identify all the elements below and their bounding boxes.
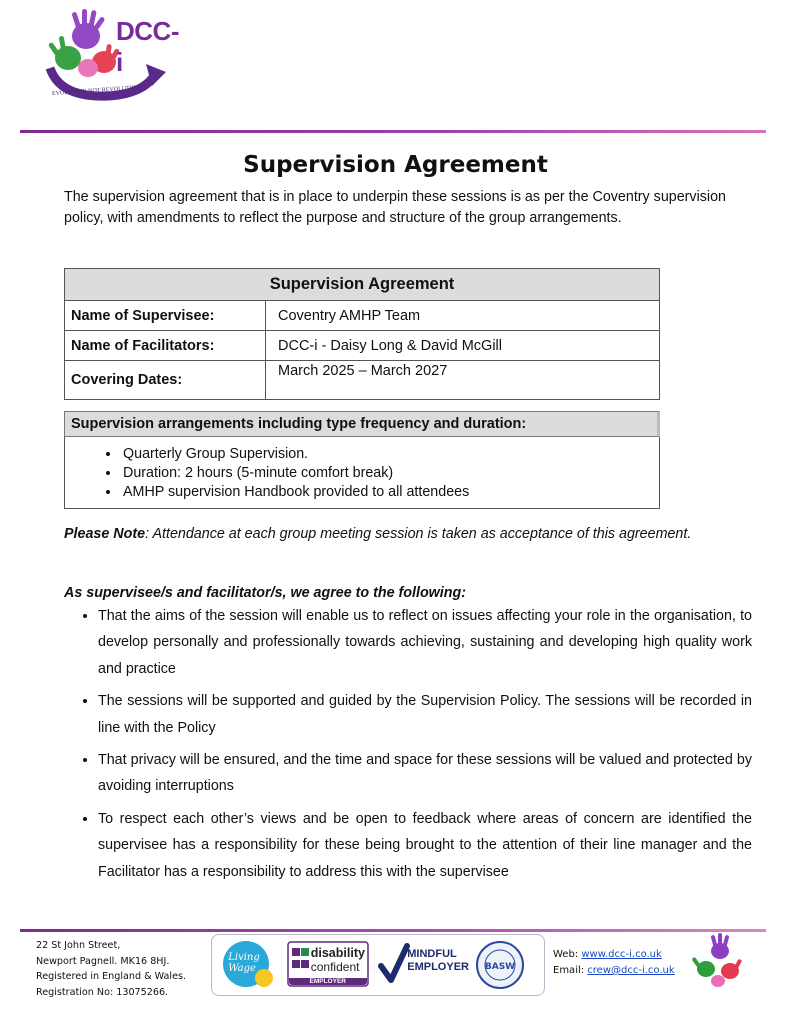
mindful-employer-text: EMPLOYER	[407, 961, 469, 973]
disability-confident-badge	[287, 940, 369, 990]
living-wage-badge	[220, 940, 278, 990]
table-row	[65, 331, 660, 361]
list-item: • To respect each other’s views and be open to feedback where areas of concern are identified the supervisee has a responsibility for these being brought to the attention of their line manager and the Facilitator has a responsibility to address this with the supervisee	[98, 806, 752, 885]
please-note-label: Please Note	[64, 526, 146, 542]
list-item: • Quarterly Group Supervision.	[121, 445, 659, 464]
supervisee-label: Name of Supervisee:	[65, 301, 266, 331]
please-note-text: : Attendance at each group meeting session is taken as acceptance of this agreement.	[145, 526, 692, 542]
address-line: Registered in England & Wales.	[36, 971, 187, 982]
logo-wordmark: DCC-i	[116, 16, 179, 77]
facilitators-label: Name of Facilitators:	[65, 331, 266, 361]
header-divider	[20, 130, 766, 133]
confident-text: confident	[310, 960, 360, 974]
address-line: Registration No: 13075266.	[36, 986, 169, 998]
agreement-table	[64, 268, 660, 400]
web-label: Web:	[553, 949, 582, 960]
dcc-i-logo	[38, 6, 178, 106]
hands-logo-icon	[688, 933, 748, 991]
agreement-table-header: Supervision Agreement	[65, 269, 660, 301]
address-line: 22 St John Street,	[36, 940, 121, 951]
website-link[interactable]: www.dcc-i.co.uk	[581, 949, 662, 960]
supervisee-value: Coventry AMHP Team	[266, 301, 660, 331]
list-item: • Duration: 2 hours (5-minute comfort break)	[121, 464, 659, 483]
logo-tagline: EVOLUTION NOT REVOLUTION	[51, 84, 141, 98]
arrangements-list	[65, 445, 659, 502]
table-row	[65, 301, 660, 331]
agreement-heading: As supervisee/s and facilitator/s, we agree to the following:	[64, 585, 467, 601]
arrangements-header: Supervision arrangements including type frequency and duration:	[64, 411, 660, 437]
table-row	[65, 361, 660, 400]
list-item: • AMHP supervision Handbook provided to all attendees	[121, 483, 659, 502]
intro-paragraph: The supervision agreement that is in place to underpin these sessions is as per the Coventry supervision policy, with amendments to reflect the purpose and structure of the group arrangements.	[64, 189, 726, 226]
facilitators-value: DCC-i - Daisy Long & David McGill	[266, 331, 660, 361]
covering-dates-value: March 2025 – March 2027	[266, 361, 660, 400]
agreement-list	[64, 600, 752, 885]
list-item: • That privacy will be ensured, and the time and space for these sessions will be valued and protected by avoiding interruptions	[98, 747, 752, 800]
living-wage-text-2: Wage	[228, 963, 256, 974]
basw-badge	[464, 940, 536, 990]
disability-text: disability	[310, 946, 365, 960]
employer-text: EMPLOYER	[289, 978, 367, 985]
covering-dates-label: Covering Dates:	[65, 361, 266, 400]
footer-divider	[20, 929, 766, 932]
list-item: • That the aims of the session will enable us to reflect on issues affecting your role in the organisation, to develop personally and professionally towards achieving, sustaining and developing high quality work and practice	[98, 603, 752, 682]
email-label: Email:	[553, 965, 588, 976]
address-line: Newport Pagnell. MK16 8HJ.	[36, 955, 170, 967]
mindful-employer-badge	[377, 940, 469, 990]
page-title: Supervision Agreement	[243, 152, 548, 178]
contact-info	[553, 947, 675, 979]
accreditation-badges	[211, 934, 545, 996]
living-wage-text: Living	[228, 952, 260, 963]
arrangements-box	[64, 437, 660, 509]
list-item: • The sessions will be supported and guided by the Supervision Policy. The sessions will be recorded in line with the Policy	[98, 688, 752, 741]
email-link[interactable]: crew@dcc-i.co.uk	[587, 965, 675, 976]
basw-text: BASW	[484, 962, 515, 972]
company-address	[36, 938, 186, 1000]
please-note	[64, 524, 704, 544]
mindful-text: MINDFUL	[407, 948, 457, 960]
basw-seal-icon	[464, 940, 536, 990]
